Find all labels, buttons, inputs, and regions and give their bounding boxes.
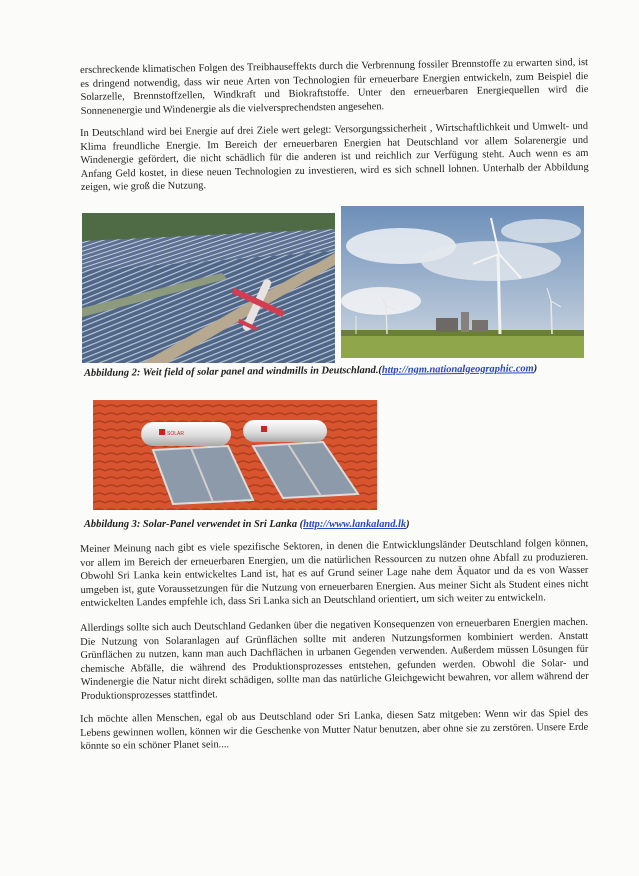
paragraph-closing: Ich möchte allen Menschen, egal ob aus Deutschland oder Sri Lanka, diesen Satz mitgeben: Wenn wir das Spiel des Lebens gewinnen wollen, können wir die Geschenke von Mutter Natur benutzen, aber ohne sie zu zerstören. Unsere Erde könnte so ein schöner Planet sein.... [80,707,589,753]
figure-2-caption [84,363,537,379]
figure-2-caption-end: ) [533,363,538,375]
figure-3-caption [84,519,410,530]
paragraph-opinion: Meiner Meinung nach gibt es viele spezifische Sektoren, in denen die Entwicklungsländer Deutschland folgen können, vor allem im Bereich der erneuerbaren Energien, um die natürlichen Ressourcen zu nutzen ohne Abfall zu produzieren. Obwohl Sri Lanka kein entwickeltes Land ist, hat es auf Grund seiner Lage nahe dem Äquator und da es von Wasser umgeben ist, gute Voraussetzungen für die Nutzung von erneuerbaren Energien. Aus meiner Sicht als Student eines nicht entwickelten Landes empfehle ich, dass Sri Lanka sich an Deutschland orientiert, um sich weiter zu entwickeln. [80,537,589,610]
figure-3-source-link[interactable]: http://www.lankaland.lk [303,519,407,530]
paragraph-intro: erschreckende klimatischen Folgen des Treibhauseffekts durch die Verbrennung fossiler Brennstoffe zu erwarten sind, ist es dringend notwendig, dass wir neue Arten von Technologien für erneuerbare Energien entwickeln, zum Beispiel die Solarzelle, Brennstoffzellen, Windkraft und Biokraftstoffe. Unter den erneuerbaren Energiequellen wird die Sonnenenergie und Windenergie als die vielversprechendsten angesehen. [80,57,589,117]
figure-3-caption-text: Abbildung 3: Solar-Panel verwendet in Sri Lanka ( [84,519,304,530]
tank-logo-text: SOLAR [167,431,184,437]
wind-turbines-photo [341,206,584,358]
paragraph-consequences: Allerdings sollte sich auch Deutschland Gedanken über die negativen Konsequenzen von erneuerbaren Energien machen. Die Nutzung von Solaranlagen auf Grünflächen sollte mit anderen Nutzungsformen kombiniert werden. Anstatt Grünflächen zu nutzen, kann man auch Dachflächen in urbanen Gegenden verwenden. Außerdem müssen Lösungen für chemische Abfälle, die während des Produktionsprozesses entstehen, gefunden werden. Obwohl die Solar- und Windenergie die Natur nicht direkt schädigen, sollte man das natürliche Gleichgewicht bewahren, vor allem während der Produktionsprozesses stattfindet. [80,616,589,702]
roof-solar-panels-photo [93,400,377,510]
figure-2-caption-text: Abbildung 2: Weit field of solar panel and windmills in Deutschland.( [84,364,382,379]
figure-2-source-link[interactable]: http://ngm.nationalgeographic.com [381,363,534,376]
paragraph-germany: In Deutschland wird bei Energie auf drei Ziele wert gelegt: Versorgungssicherheit , Wirtschaftlichkeit und Umwelt- und Klima freundliche Energie. Im Bereich der erneuerbaren Energien hat Deutschland vor allem Solarenergie und Windenergie gefördert, die nicht schädlich für die anderen ist und reichlich zur Verfügung steht. Auch wenn es am Anfang Geld kostet, in diese neuen Technologien zu investieren, wird es sich schnell lohnen. Unterhalb der Abbildung zeigen, wie groß die Nutzung. [80,120,589,194]
figure-3-caption-end: ) [406,519,410,530]
solar-field-photo [82,213,335,363]
